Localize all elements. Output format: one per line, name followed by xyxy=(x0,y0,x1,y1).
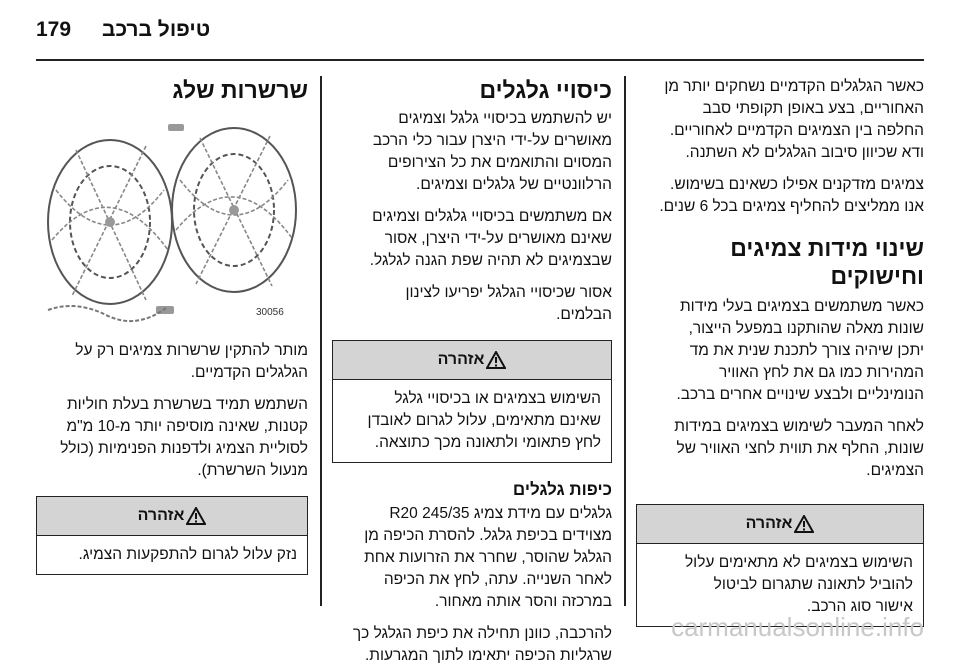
section-heading: שרשרות שלג xyxy=(172,77,308,103)
warning-box xyxy=(636,504,924,627)
body-line: אסור שכיסויי הגלגל יפריעו לצינון xyxy=(405,284,612,301)
warning-box xyxy=(36,496,308,575)
body-line: מצוידים בכיפת גלגל. להסרת הכיפה מן xyxy=(364,527,612,544)
column-divider xyxy=(320,76,322,606)
body-line: שרגליות הכיפה יתאימו לתוך המגרעות. xyxy=(364,647,612,664)
warning-body xyxy=(333,380,611,462)
running-title: טיפול ברכב xyxy=(102,18,211,41)
warning-title: אזהרה xyxy=(745,515,793,532)
page-header xyxy=(0,0,960,62)
warning-body xyxy=(37,536,307,574)
body-line: לאחר המעבר לשימוש בצמיגים במידות xyxy=(674,418,924,435)
warning-line: נזק עלול לגרום להתפקעות הצמיג. xyxy=(78,546,297,563)
body-line: כאשר משתמשים בצמיגים בעלי מידות xyxy=(679,298,924,315)
body-line: הרלוונטיים של גלגלים וצמיגים. xyxy=(416,176,612,193)
warning-triangle-icon xyxy=(186,507,206,525)
warning-line: להוביל לתאונה שתגרום לביטול xyxy=(713,576,913,593)
warning-header xyxy=(333,341,611,380)
column-left xyxy=(36,76,308,575)
column-middle xyxy=(332,76,612,667)
body-line: אנו ממליצים להחליף צמיגים בכל 6 שנים. xyxy=(659,198,924,215)
body-line: יתכן שיהיה צורך לתכנת שנית את מד xyxy=(689,342,924,359)
body-line: הבלמים. xyxy=(556,306,612,323)
warning-header xyxy=(37,497,307,536)
body-line: החלפה בין הצמיגים הקדמיים לאחוריים. xyxy=(669,122,924,139)
warning-title: אזהרה xyxy=(437,351,485,368)
body-line: כאשר הגלגלים הקדמיים נשחקים יותר מן xyxy=(664,78,924,95)
body-line: לאחר השנייה. עתה, לחץ את הכיפה xyxy=(383,571,612,588)
figure-code: 30056 xyxy=(256,307,284,318)
snow-chain-figure xyxy=(36,110,308,328)
warning-line: לחץ פתאומי ולתאונה מכך כתוצאה. xyxy=(374,434,601,451)
body-line: מותר להתקין שרשרות צמיגים רק על xyxy=(75,342,308,359)
warning-title: אזהרה xyxy=(137,507,185,524)
body-line: צמיגים מזדקנים אפילו כשאינם בשימוש. xyxy=(670,176,924,193)
watermark: carmanualsonline.info xyxy=(671,612,924,642)
warning-triangle-icon xyxy=(794,515,814,533)
body-line: במרכזה והסר אותה מאחור. xyxy=(434,593,612,610)
section-heading: שינוי מידות צמיגים וחישוקים xyxy=(730,235,924,289)
warning-triangle-icon xyxy=(486,351,506,369)
body-line: המהירות כמו גם את לחץ האוויר xyxy=(718,364,924,381)
body-line: הנומינליים ולבצע שינויים אחרים ברכב. xyxy=(676,386,924,403)
body-line: שבצמיגים לא תהיה שפת הגנה לגלגל. xyxy=(369,252,612,269)
body-line: שאינם מאושרים על-ידי היצרן, אסור xyxy=(384,230,612,247)
body-line: המסוים והתואמים את כל הצירופים xyxy=(387,154,612,171)
warning-line: השימוש בצמיגים לא מתאימים עלול xyxy=(684,554,913,571)
body-line: אם משתמשים בכיסויי גלגלים וצמיגים xyxy=(372,208,612,225)
body-line: הגלגלים הקדמיים. xyxy=(190,364,308,381)
body-line: הצמיגים. xyxy=(866,462,924,479)
body-line: קטנות, שאינה מוסיפה יותר מ-10 מ"מ xyxy=(66,418,308,435)
snow-chain-illustration xyxy=(36,110,308,328)
body-line: הגלגל שהוסר, שחרר את הזרועות אחת xyxy=(364,549,612,566)
column-right xyxy=(636,76,924,627)
column-divider xyxy=(624,76,626,606)
warning-line: שאינם מתאימים, עלול לגרום לאובדן xyxy=(367,412,601,429)
warning-line: אישור סוג הרכב. xyxy=(806,598,913,615)
body-line: לסוליית הצמיג ולדפנות הפנימיות (כולל xyxy=(60,440,308,457)
body-line: ודא שכיוון סיבוב הגלגלים לא השתנה. xyxy=(685,144,924,161)
body-line: יש להשתמש בכיסויי גלגל וצמיגים xyxy=(398,110,612,127)
body-line: גלגלים עם מידת צמיג 245/35 R20 xyxy=(389,505,612,522)
subsection-heading: כיפות גלגלים xyxy=(512,480,612,499)
section-heading: כיסויי גלגלים xyxy=(479,77,612,103)
body-line: שונות מאלה שהותקנו במפעל הייצור, xyxy=(688,320,924,337)
body-line: מנעול השרשרת). xyxy=(197,462,308,479)
page-number: 179 xyxy=(36,18,72,41)
warning-box xyxy=(332,340,612,463)
body-line: השתמש תמיד בשרשרת בעלת חוליות xyxy=(66,396,308,413)
warning-header xyxy=(637,505,923,544)
body-line: מאושרים על-ידי היצרן עבור כלי הרכב xyxy=(372,132,612,149)
header-rule xyxy=(36,59,924,61)
warning-line: השימוש בצמיגים או בכיסויי גלגל xyxy=(394,390,601,407)
body-line: להרכבה, כוונן תחילה את כיפת הגלגל כך xyxy=(352,625,612,642)
body-line: שונות, החלף את תווית לחצי האוויר של xyxy=(676,440,924,457)
body-line: האחוריים, בצע באופן תקופתי סבב xyxy=(702,100,924,117)
